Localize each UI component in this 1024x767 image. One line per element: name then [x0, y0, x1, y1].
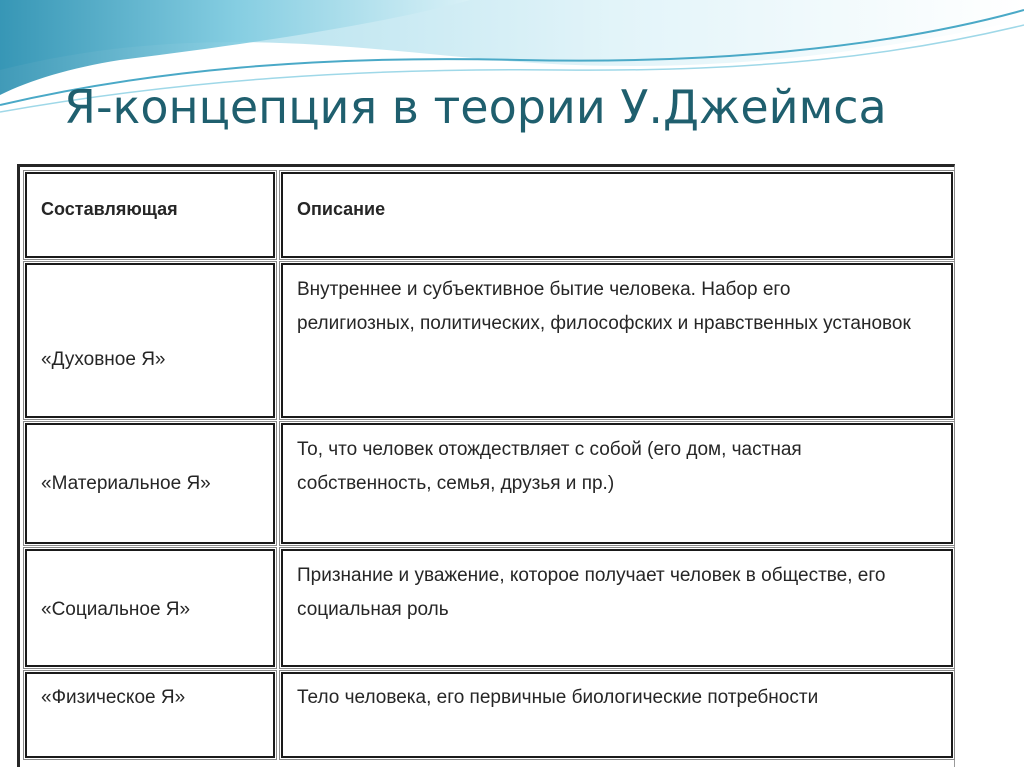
row-description-text: Тело человека, его первичные биологические потребности — [297, 687, 819, 708]
table-row-social-description — [281, 549, 953, 667]
table-row-material-component — [25, 423, 275, 544]
table-row-social-component — [25, 549, 275, 667]
header-description-label: Описание — [297, 199, 386, 219]
concept-table — [17, 164, 955, 767]
header-component-label: Составляющая — [41, 199, 178, 219]
table-row-physical-description — [281, 672, 953, 758]
table-row-spiritual-description — [281, 263, 953, 418]
table-row-physical-component — [25, 672, 275, 758]
table-row-material-description — [281, 423, 953, 544]
row-description-text: Внутреннее и субъективное бытие человека. Набор его религиозных, политических, философских и нравственных установок — [297, 279, 911, 334]
table-row-spiritual-component — [25, 263, 275, 418]
row-component-label: «Материальное Я» — [41, 473, 211, 494]
row-description-text: Признание и уважение, которое получает человек в обществе, его социальная роль — [297, 565, 886, 620]
row-component-label: «Социальное Я» — [41, 599, 191, 620]
header-cell-component — [25, 172, 275, 258]
row-component-label: «Духовное Я» — [41, 349, 166, 370]
row-description-text: То, что человек отождествляет с собой (его дом, частная собственность, семья, друзья и пр.) — [297, 439, 802, 494]
row-component-label: «Физическое Я» — [41, 687, 186, 708]
header-cell-description — [281, 172, 953, 258]
slide-title: Я-концепция в теории У.Джеймса — [64, 80, 887, 134]
